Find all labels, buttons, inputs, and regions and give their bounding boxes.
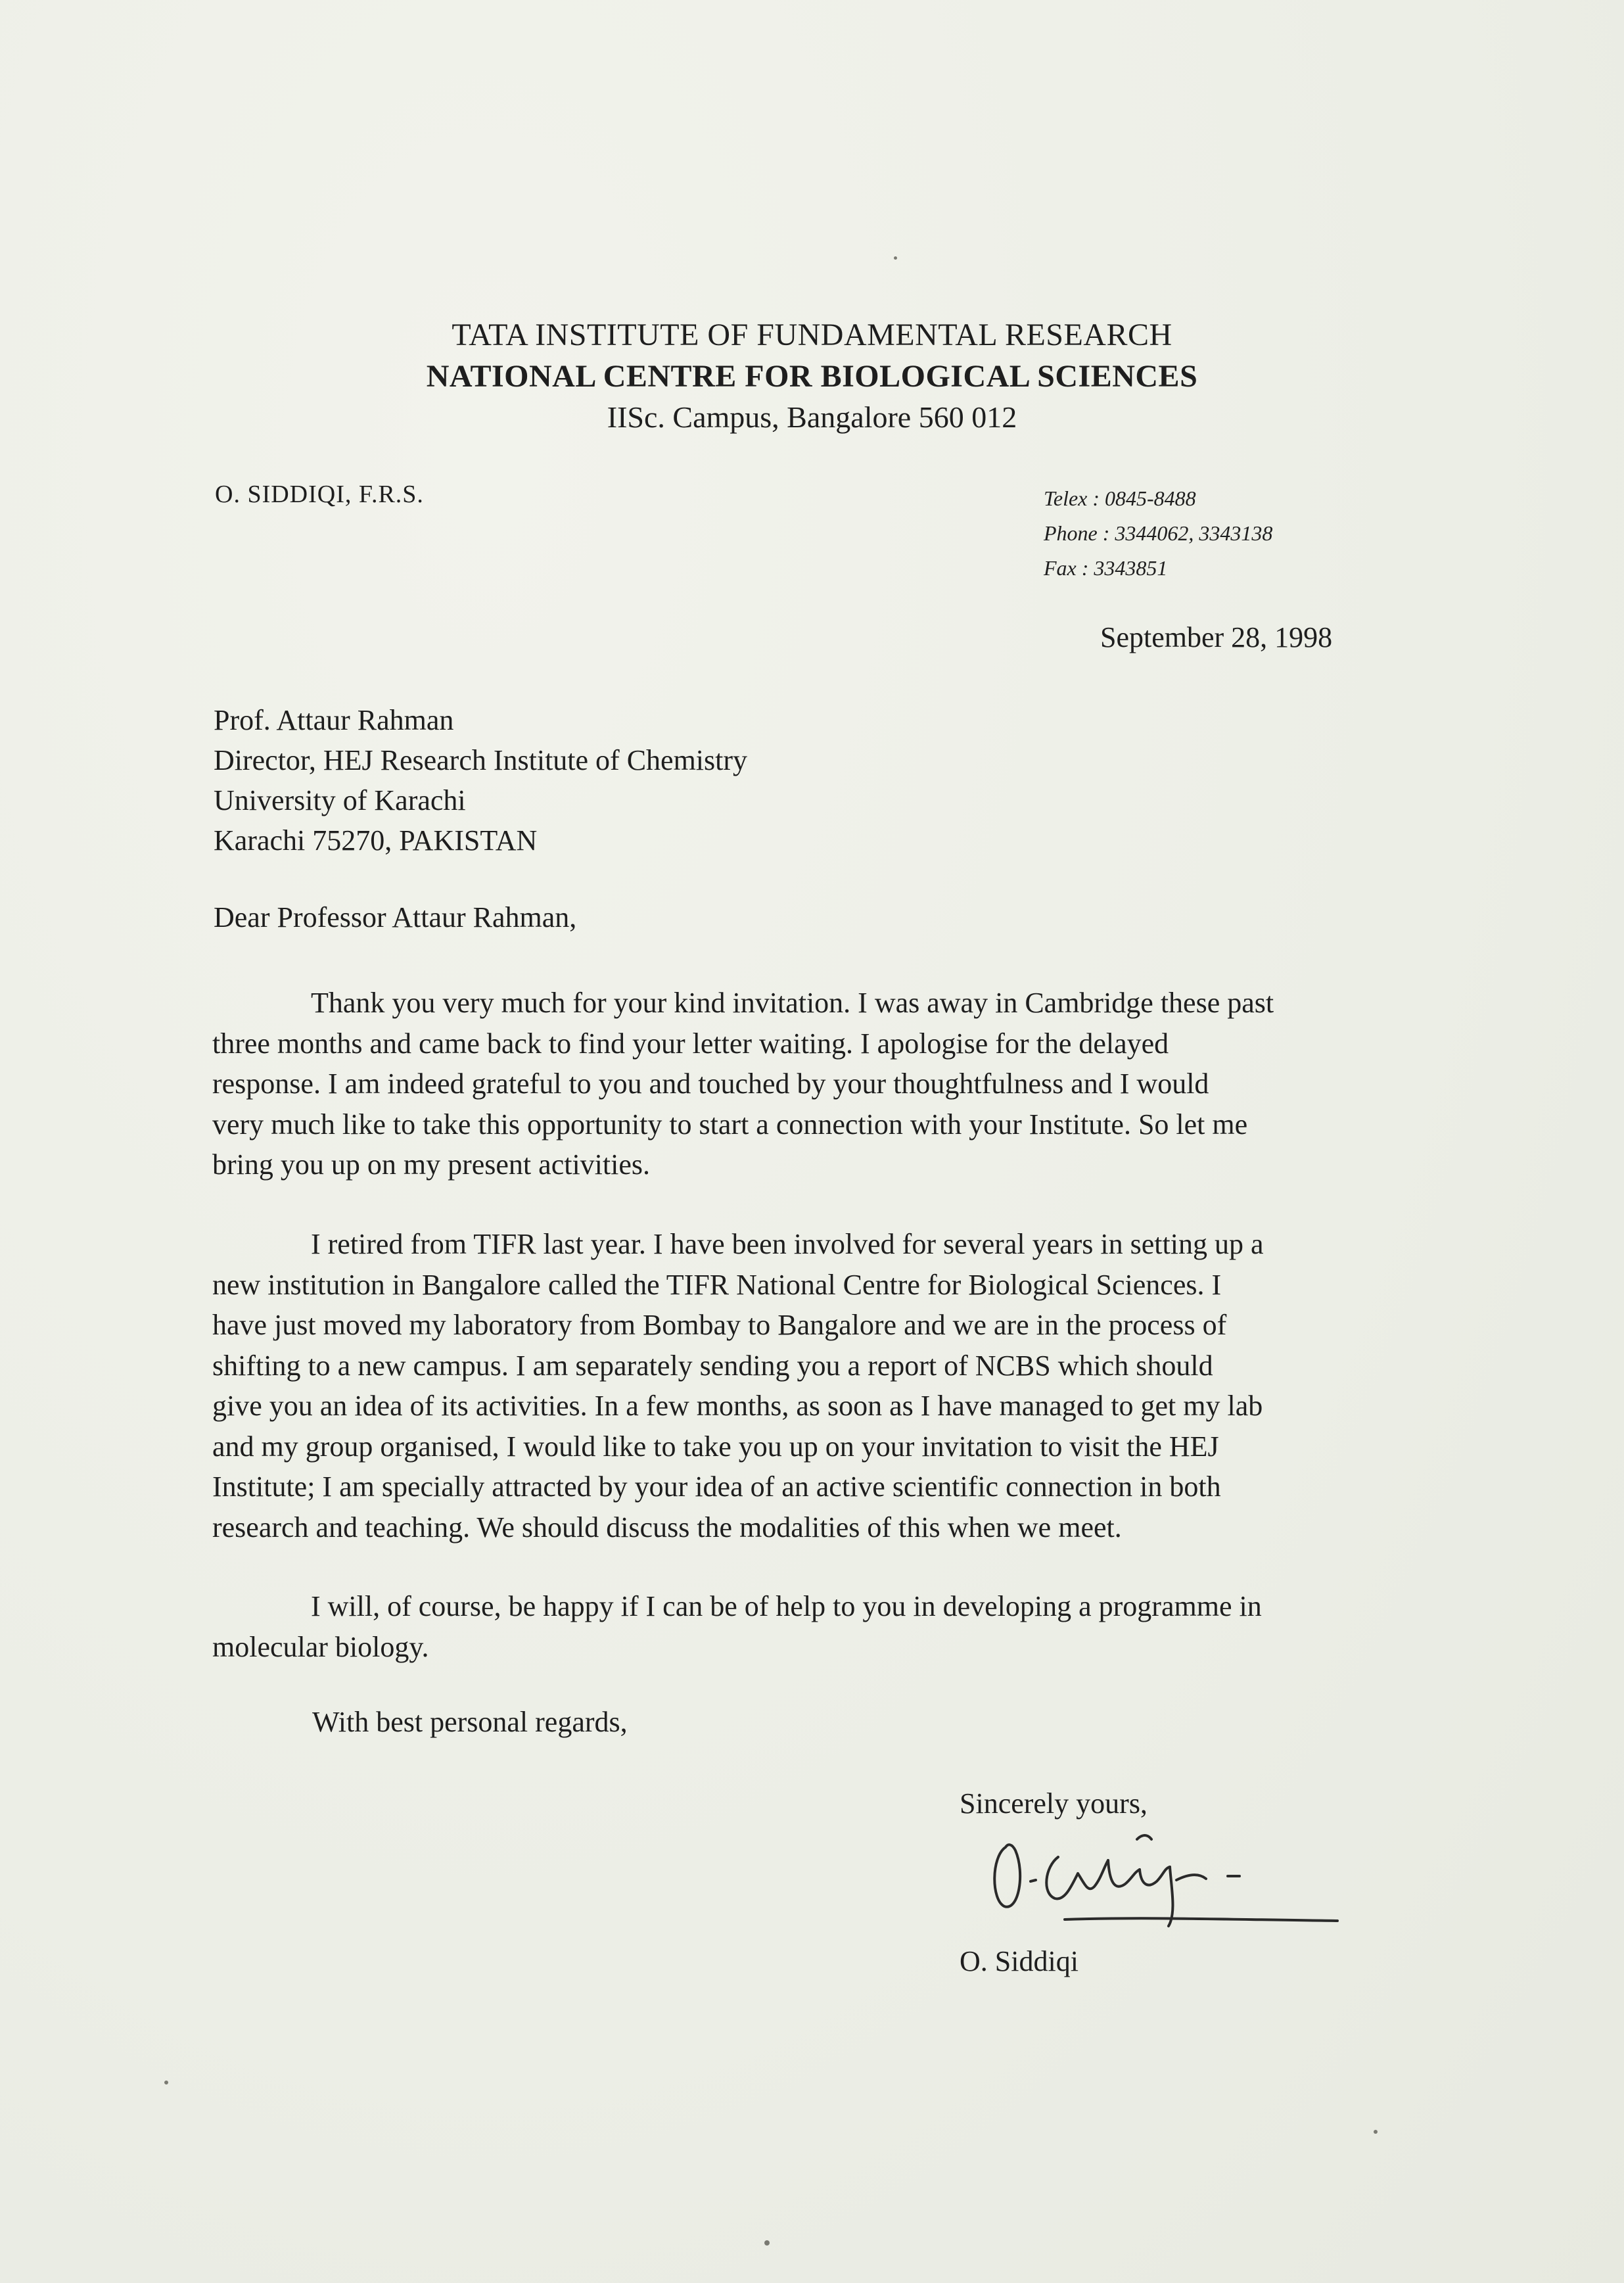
body-line: very much like to take this opportunity to start a connection with your Institute. So let me [212, 1108, 1248, 1141]
body-paragraph-1 [212, 983, 1448, 1185]
contact-block [1044, 481, 1272, 586]
body-line: give you an idea of its activities. In a few months, as soon as I have managed to get my lab [212, 1390, 1263, 1422]
salutation: Dear Professor Attaur Rahman, [214, 901, 577, 933]
closing-regards: With best personal regards, [312, 1706, 628, 1738]
signer-name: O. Siddiqi [960, 1945, 1079, 1977]
body-line: bring you up on my present activities. [212, 1148, 650, 1181]
letterhead-institute: TATA INSTITUTE OF FUNDAMENTAL RESEARCH [452, 318, 1172, 352]
recipient-line: Director, HEJ Research Institute of Chemistry [214, 744, 748, 776]
contact-fax: Fax : 3343851 [1044, 556, 1168, 580]
body-line: molecular biology. [212, 1630, 429, 1663]
body-line: I retired from TIFR last year. I have been involved for several years in setting up a [311, 1228, 1264, 1260]
handwritten-signature [979, 1821, 1347, 1939]
body-line: Thank you very much for your kind invitation. I was away in Cambridge these past [311, 987, 1274, 1019]
body-line: research and teaching. We should discuss the modalities of this when we meet. [212, 1511, 1122, 1543]
contact-phone: Phone : 3344062, 3343138 [1044, 521, 1273, 545]
recipient-line: University of Karachi [214, 784, 466, 816]
body-line: three months and came back to find your letter waiting. I apologise for the delayed [212, 1027, 1169, 1060]
contact-telex: Telex : 0845-8488 [1044, 486, 1196, 510]
recipient-address [214, 700, 747, 860]
body-line: response. I am indeed grateful to you and touched by your thoughtfulness and I would [212, 1068, 1209, 1100]
body-line: and my group organised, I would like to take you up on your invitation to visit the HEJ [212, 1430, 1219, 1463]
closing-sign-off: Sincerely yours, [960, 1787, 1148, 1820]
body-line: Institute; I am specially attracted by your idea of an active scientific connection in both [212, 1471, 1221, 1503]
letterhead-address: IISc. Campus, Bangalore 560 012 [607, 400, 1017, 434]
letter-date: September 28, 1998 [1100, 621, 1333, 653]
body-paragraph-2 [212, 1224, 1448, 1547]
letterhead-centre: NATIONAL CENTRE FOR BIOLOGICAL SCIENCES [426, 359, 1198, 394]
recipient-line: Karachi 75270, PAKISTAN [214, 824, 538, 857]
sender-name: O. SIDDIQI, F.R.S. [215, 481, 424, 508]
body-line: shifting to a new campus. I am separately sending you a report of NCBS which should [212, 1349, 1213, 1382]
body-line: I will, of course, be happy if I can be of help to you in developing a programme in [311, 1590, 1262, 1622]
body-line: new institution in Bangalore called the TIFR National Centre for Biological Sciences. I [212, 1268, 1222, 1301]
recipient-line: Prof. Attaur Rahman [214, 704, 454, 736]
body-line: have just moved my laboratory from Bombay to Bangalore and we are in the process of [212, 1309, 1227, 1341]
body-paragraph-3 [212, 1586, 1448, 1667]
